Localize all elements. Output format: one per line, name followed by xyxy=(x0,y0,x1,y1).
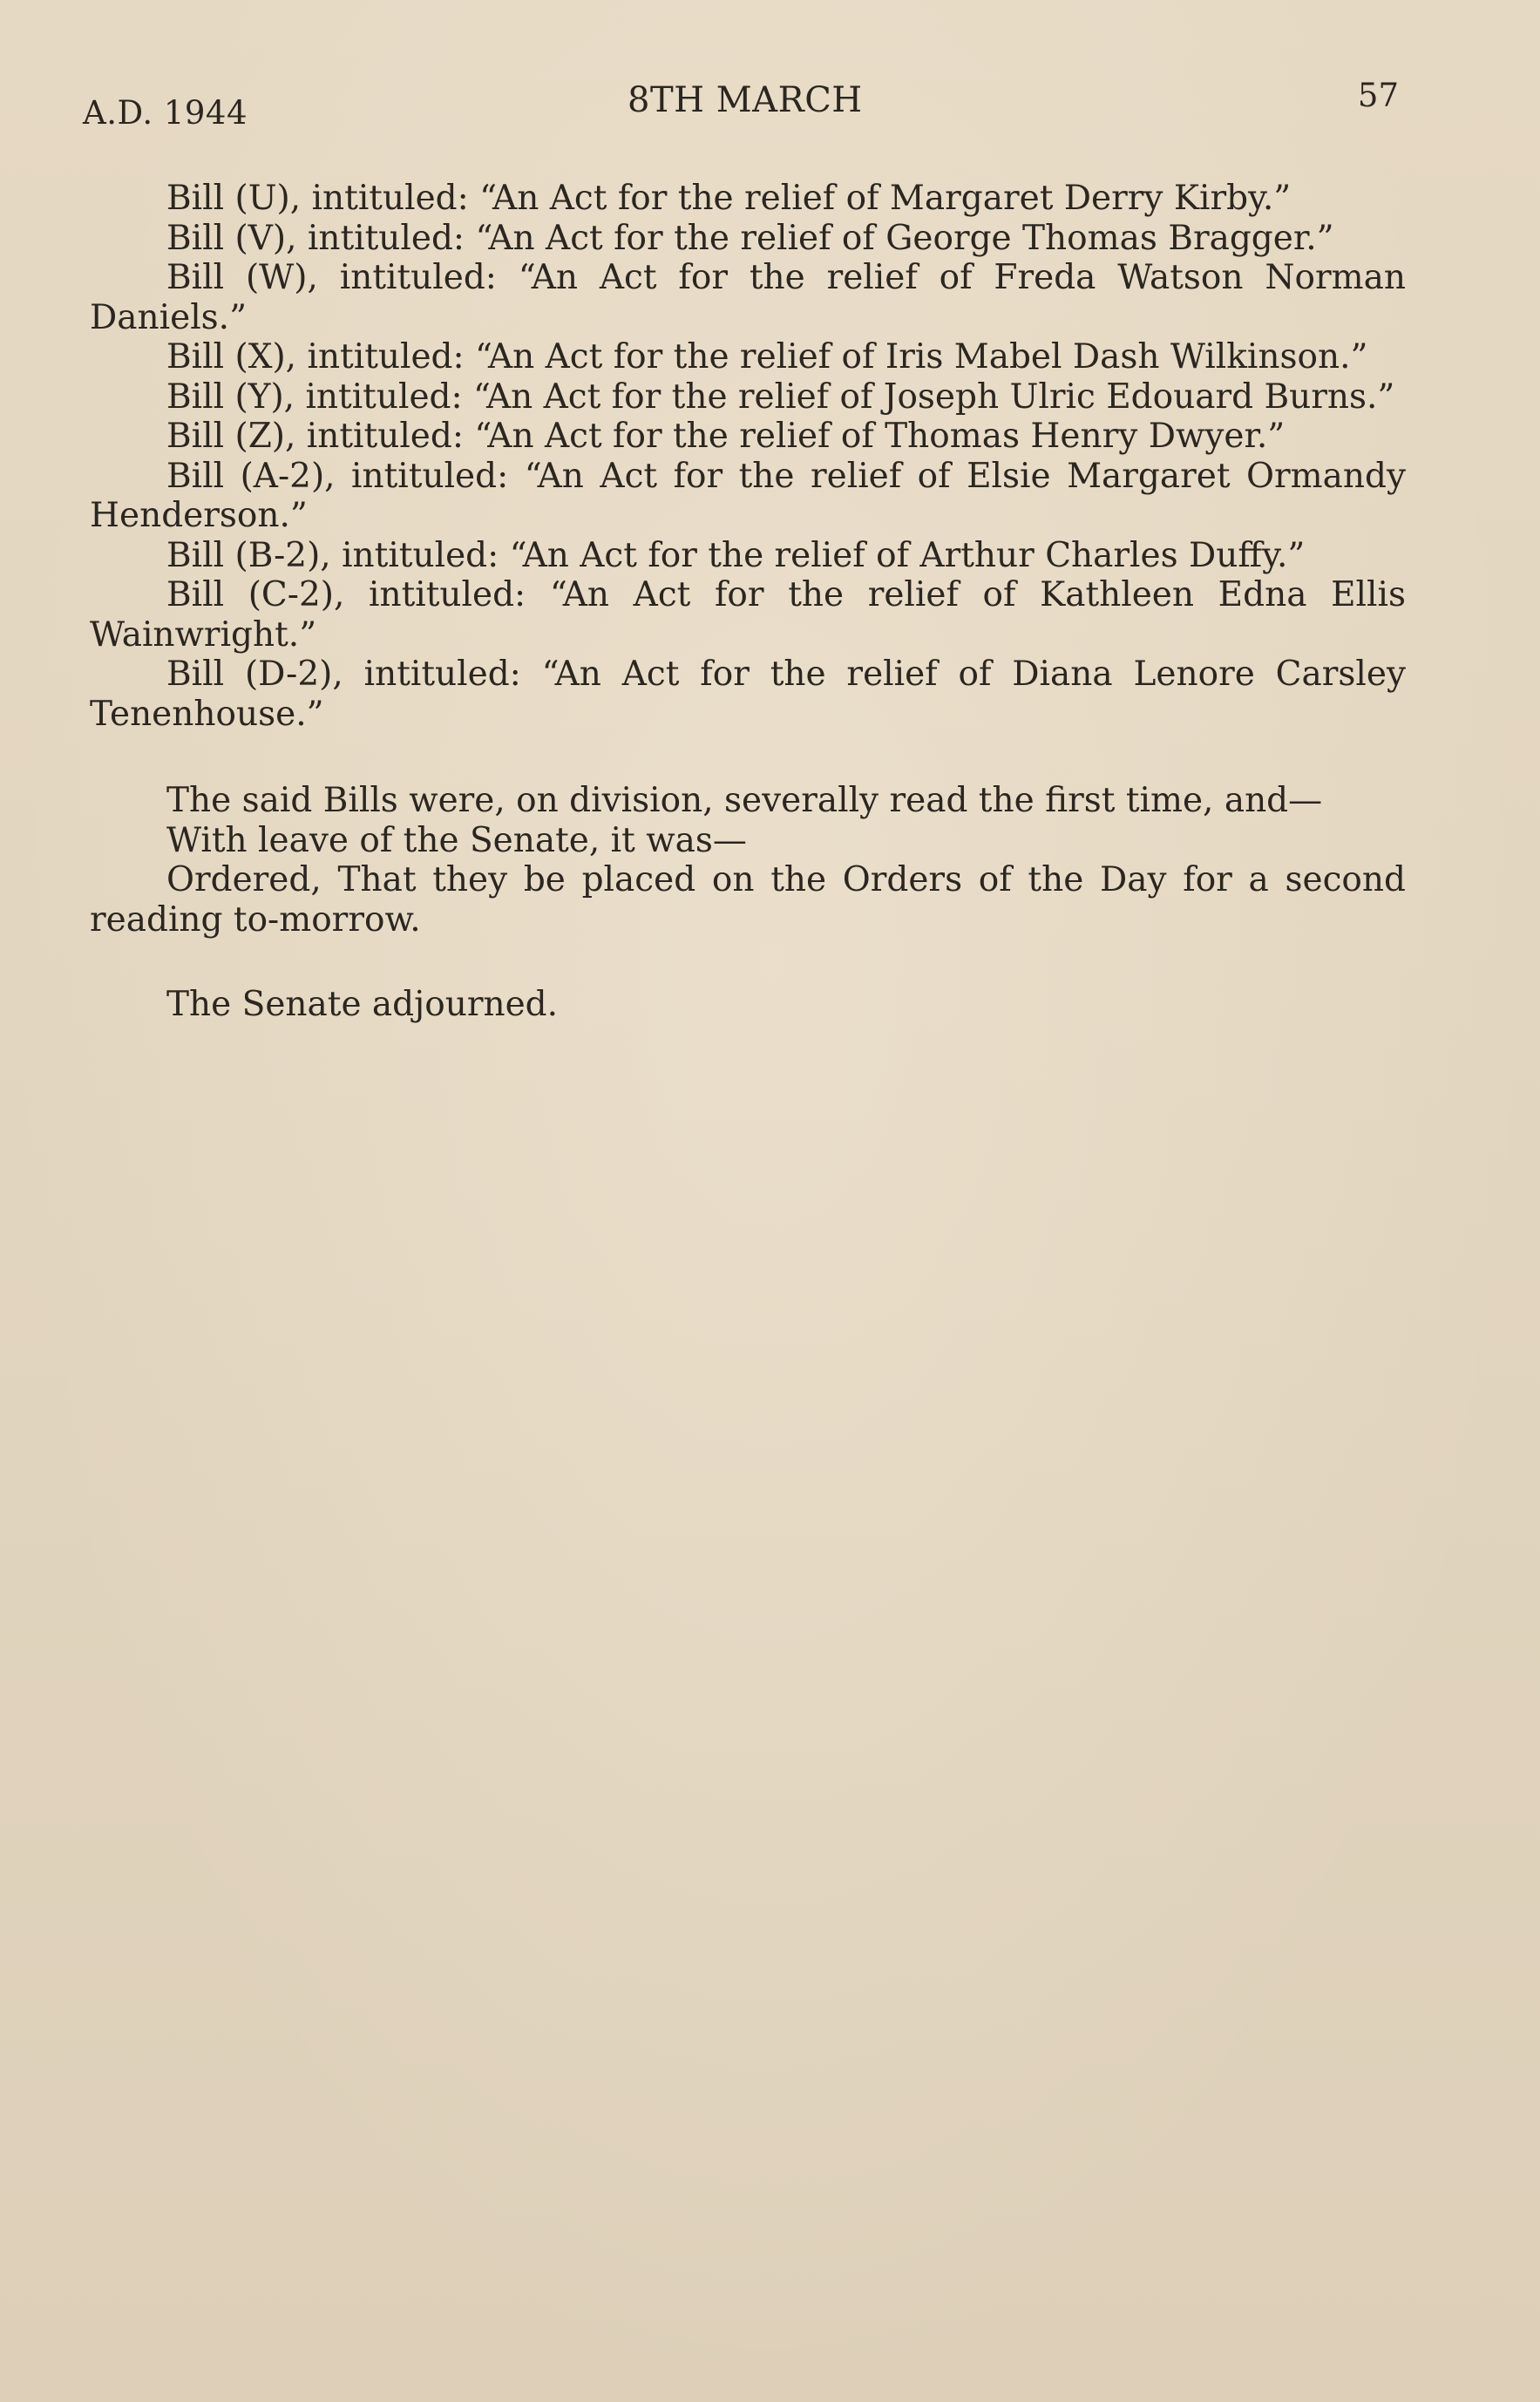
proceeding-first-reading: The said Bills were, on division, severally read the first time, and— xyxy=(166,781,1323,820)
proceeding-leave: With leave of the Senate, it was— xyxy=(166,820,747,860)
spacer xyxy=(90,940,1406,985)
proceeding-order: Ordered, That they be placed on the Orders of the Day for a second reading to-morrow. xyxy=(90,860,1406,940)
header-year: A.D. 1944 xyxy=(83,94,248,132)
bill-entry: Bill (X), intituled: “An Act for the relief of Iris Mabel Dash Wilkinson.” xyxy=(166,337,1368,377)
bill-entry: Bill (B-2), intituled: “An Act for the relief of Arthur Charles Duffy.” xyxy=(166,535,1306,575)
bill-entry: Bill (Y), intituled: “An Act for the relief of Joseph Ulric Edouard Burns.” xyxy=(166,377,1395,417)
adjournment-note: The Senate adjourned. xyxy=(166,985,559,1024)
bill-entry: Bill (Z), intituled: “An Act for the relief of Thomas Henry Dwyer.” xyxy=(166,417,1286,456)
bill-entry: Bill (D-2), intituled: “An Act for the relief of Diana Lenore Carsley Tenenhouse.” xyxy=(90,655,1406,734)
header-date: 8TH MARCH xyxy=(628,80,863,120)
bill-entry: Bill (V), intituled: “An Act for the relief of George Thomas Bragger.” xyxy=(166,218,1334,258)
page-body xyxy=(90,179,1406,1025)
bill-entry: Bill (U), intituled: “An Act for the relief of Margaret Derry Kirby.” xyxy=(166,179,1292,218)
page-number: 57 xyxy=(1357,77,1399,114)
page-header xyxy=(83,77,1399,138)
bill-entry: Bill (W), intituled: “An Act for the relief of Freda Watson Norman Daniels.” xyxy=(90,258,1406,337)
bill-entry: Bill (C-2), intituled: “An Act for the relief of Kathleen Edna Ellis Wainwright.” xyxy=(90,575,1406,655)
bill-entry: Bill (A-2), intituled: “An Act for the relief of Elsie Margaret Ormandy Henderson.” xyxy=(90,456,1406,535)
spacer xyxy=(90,734,1406,781)
